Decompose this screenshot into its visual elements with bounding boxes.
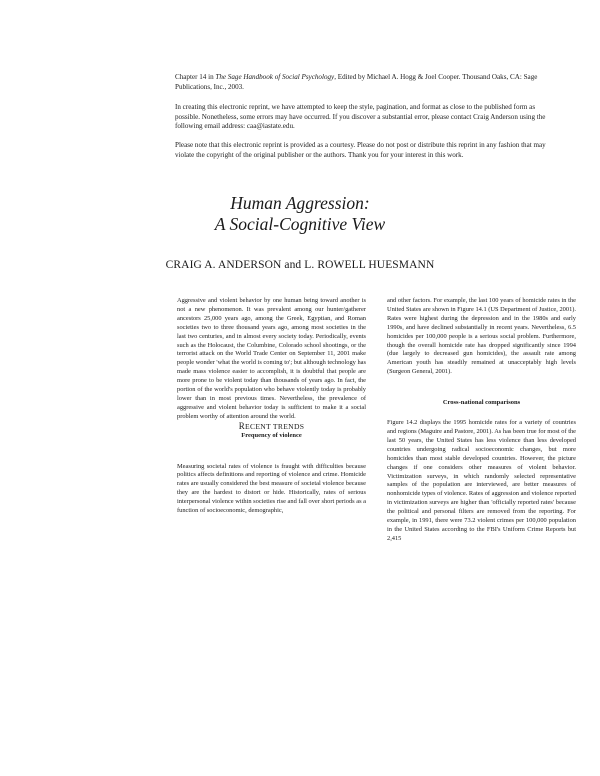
chapter-title-line2: A Social-Cognitive View xyxy=(214,214,386,234)
courtesy-note: Please note that this electronic reprint is provided as a courtesy. Please do not post or distribute this reprint in any fashion that may violate the copyright of the original publisher or the authors. Thank you for your interest in this work. xyxy=(175,141,546,159)
section-heading-initial: R xyxy=(238,420,246,431)
authors: CRAIG A. ANDERSON and L. ROWELL HUESMANN xyxy=(165,259,435,271)
intro-paragraph: Aggressive and violent behavior by one human being toward another is not a new phenomenon. It was prevalent among our hunter/gatherer ancestors 25,000 years ago, among the Greek, Egyptian, and Roman societies two to three thousand years ago, among most societies in the last two centuries, and in almost every society today. Periodically, events such as the Holocaust, the Columbine, Colorado school shootings, or the terrorist attack on the World Trade Center on September 11, 2001 make people wonder 'what the world is coming to'; but although technology has made mass violence easier to accomplish, it is doubtful that people are more prone to be violent today than thousands of years ago. In fact, the portion of the world's population who behave violently today is probably lower than in most previous times. Nevertheless, the prevalence of aggressive and violent behavior today is sufficient to make it a social problem worthy of attention around the world. xyxy=(177,297,366,420)
subheading-cross-national: Cross-national comparisons xyxy=(442,399,521,407)
citation-suffix: , Edited by Michael A. Hogg & Joel Cooper. Thousand Oaks, CA: Sage Publications, Inc., 2003. xyxy=(175,73,538,91)
subheading-frequency: Frequency of violence xyxy=(241,431,302,439)
body-paragraph: Measuring societal rates of violence is fraught with difficulties because politics affects definitions and reporting of violence and crime. Homicide rates are usually considered the best measure of societal violence because they are the hardest to distort or hide. Historically, rates of serious interpersonal violence within societies rise and fall over short periods as a function of socioeconomic, demographic, xyxy=(177,462,366,515)
chapter-citation xyxy=(175,73,555,92)
section-heading-rest: ECENT TRENDS xyxy=(245,421,305,431)
left-column xyxy=(177,297,366,516)
chapter-title-line1: Human Aggression: xyxy=(230,193,370,213)
citation-prefix: Chapter 14 in xyxy=(175,73,216,81)
reprint-note: In creating this electronic reprint, we have attempted to keep the style, pagination, and format as close to the published form as possible. Nonetheless, some errors may have occurred. If you discover a substantial error, please contact Craig Anderson using the following email address: caa@iastate.edu. xyxy=(175,103,546,131)
continuation-paragraph: and other factors. For example, the last 100 years of homicide rates in the United States are shown in Figure 14.1 (US Department of Justice, 2001). Rates were highest during the depression and in the 1980s and early 1990s, and have declined substantially in recent years. Nevertheless, 6.5 homicides per 100,000 people is a serious social problem. Furthermore, though the overall homicide rate has dropped significantly since 1994 (due largely to decreased gun homicides), the assault rate among American youth has steadily remained at unacceptably high levels (Surgeon General, 2001). xyxy=(387,297,576,376)
book-title: The Sage Handbook of Social Psychology xyxy=(215,73,335,81)
section-heading-recent-trends xyxy=(177,422,366,432)
right-column xyxy=(387,297,576,544)
body-paragraph: Figure 14.2 displays the 1995 homicide rates for a variety of countries and regions (Maguire and Pastore, 2001). As has been true for most of the last 50 years, the United States has less violence than less developed countries undergoing radical socioeconomic changes, but more homicides than most stable developed countries. However, the picture changes if one considers other measures of violent behavior. Victimization surveys, in which randomly selected representative samples of the population are interviewed, are better measures of nonhomicide types of violence. Rates of aggression and violence reported in victimization surveys are higher than 'officially reported rates' because the political and personal filters are removed from the reporting. For example, in 1991, there were 73.2 violent crimes per 100,000 population in the United States according to the FBI's Uniform Crime Reports but 2,415 xyxy=(387,419,577,542)
